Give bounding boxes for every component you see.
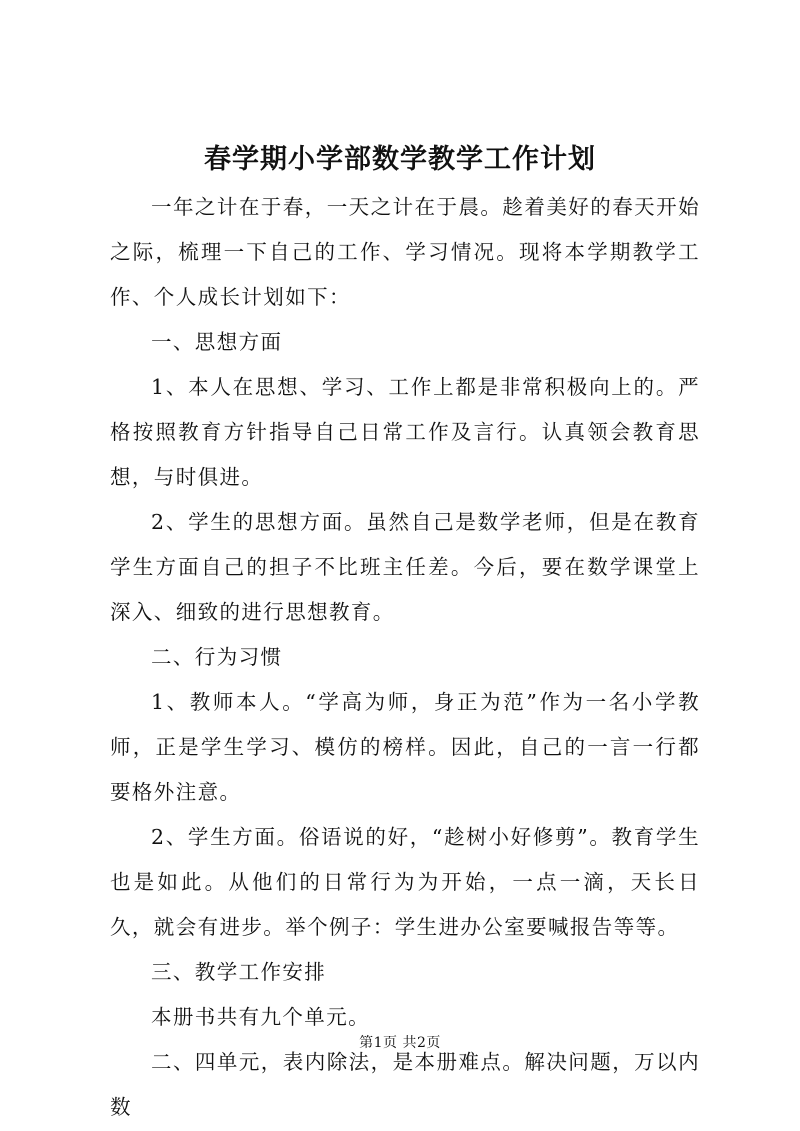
- document-body: [110, 185, 700, 1130]
- paragraph-teaching-2: 二、四单元，表内除法，是本册难点。解决问题，万以内数: [110, 1050, 700, 1119]
- section-heading-teaching: 三、教学工作安排: [151, 960, 327, 984]
- page-footer: 第1页 共2页: [359, 1035, 441, 1051]
- document-title: 春学期小学部数学教学工作计划: [204, 144, 596, 175]
- section-heading-thought: 一、思想方面: [151, 330, 283, 354]
- paragraph-behavior-2: 2、学生方面。俗语说的好，“趁树小好修剪”。教育学生也是如此。从他们的日常行为为开始，一点一滴，天长日久，就会有进步。举个例子：学生进办公室要喊报告等等。: [110, 825, 700, 939]
- paragraph-intro: 一年之计在于春，一天之计在于晨。趁着美好的春天开始之际，梳理一下自己的工作、学习情况。现将本学期教学工作、个人成长计划如下：: [110, 195, 700, 309]
- paragraph-behavior-1: 1、教师本人。“学高为师，身正为范”作为一名小学教师，正是学生学习、模仿的榜样。因此，自己的一言一行都要格外注意。: [110, 690, 700, 804]
- paragraph-thought-2: 2、学生的思想方面。虽然自己是数学老师，但是在教育学生方面自己的担子不比班主任差。今后，要在数学课堂上深入、细致的进行思想教育。: [110, 510, 700, 624]
- section-heading-behavior: 二、行为习惯: [151, 645, 283, 669]
- paragraph-teaching-1: 本册书共有九个单元。: [151, 1005, 370, 1029]
- paragraph-thought-1: 1、本人在思想、学习、工作上都是非常积极向上的。严格按照教育方针指导自己日常工作及言行。认真领会教育思想，与时俱进。: [110, 375, 700, 489]
